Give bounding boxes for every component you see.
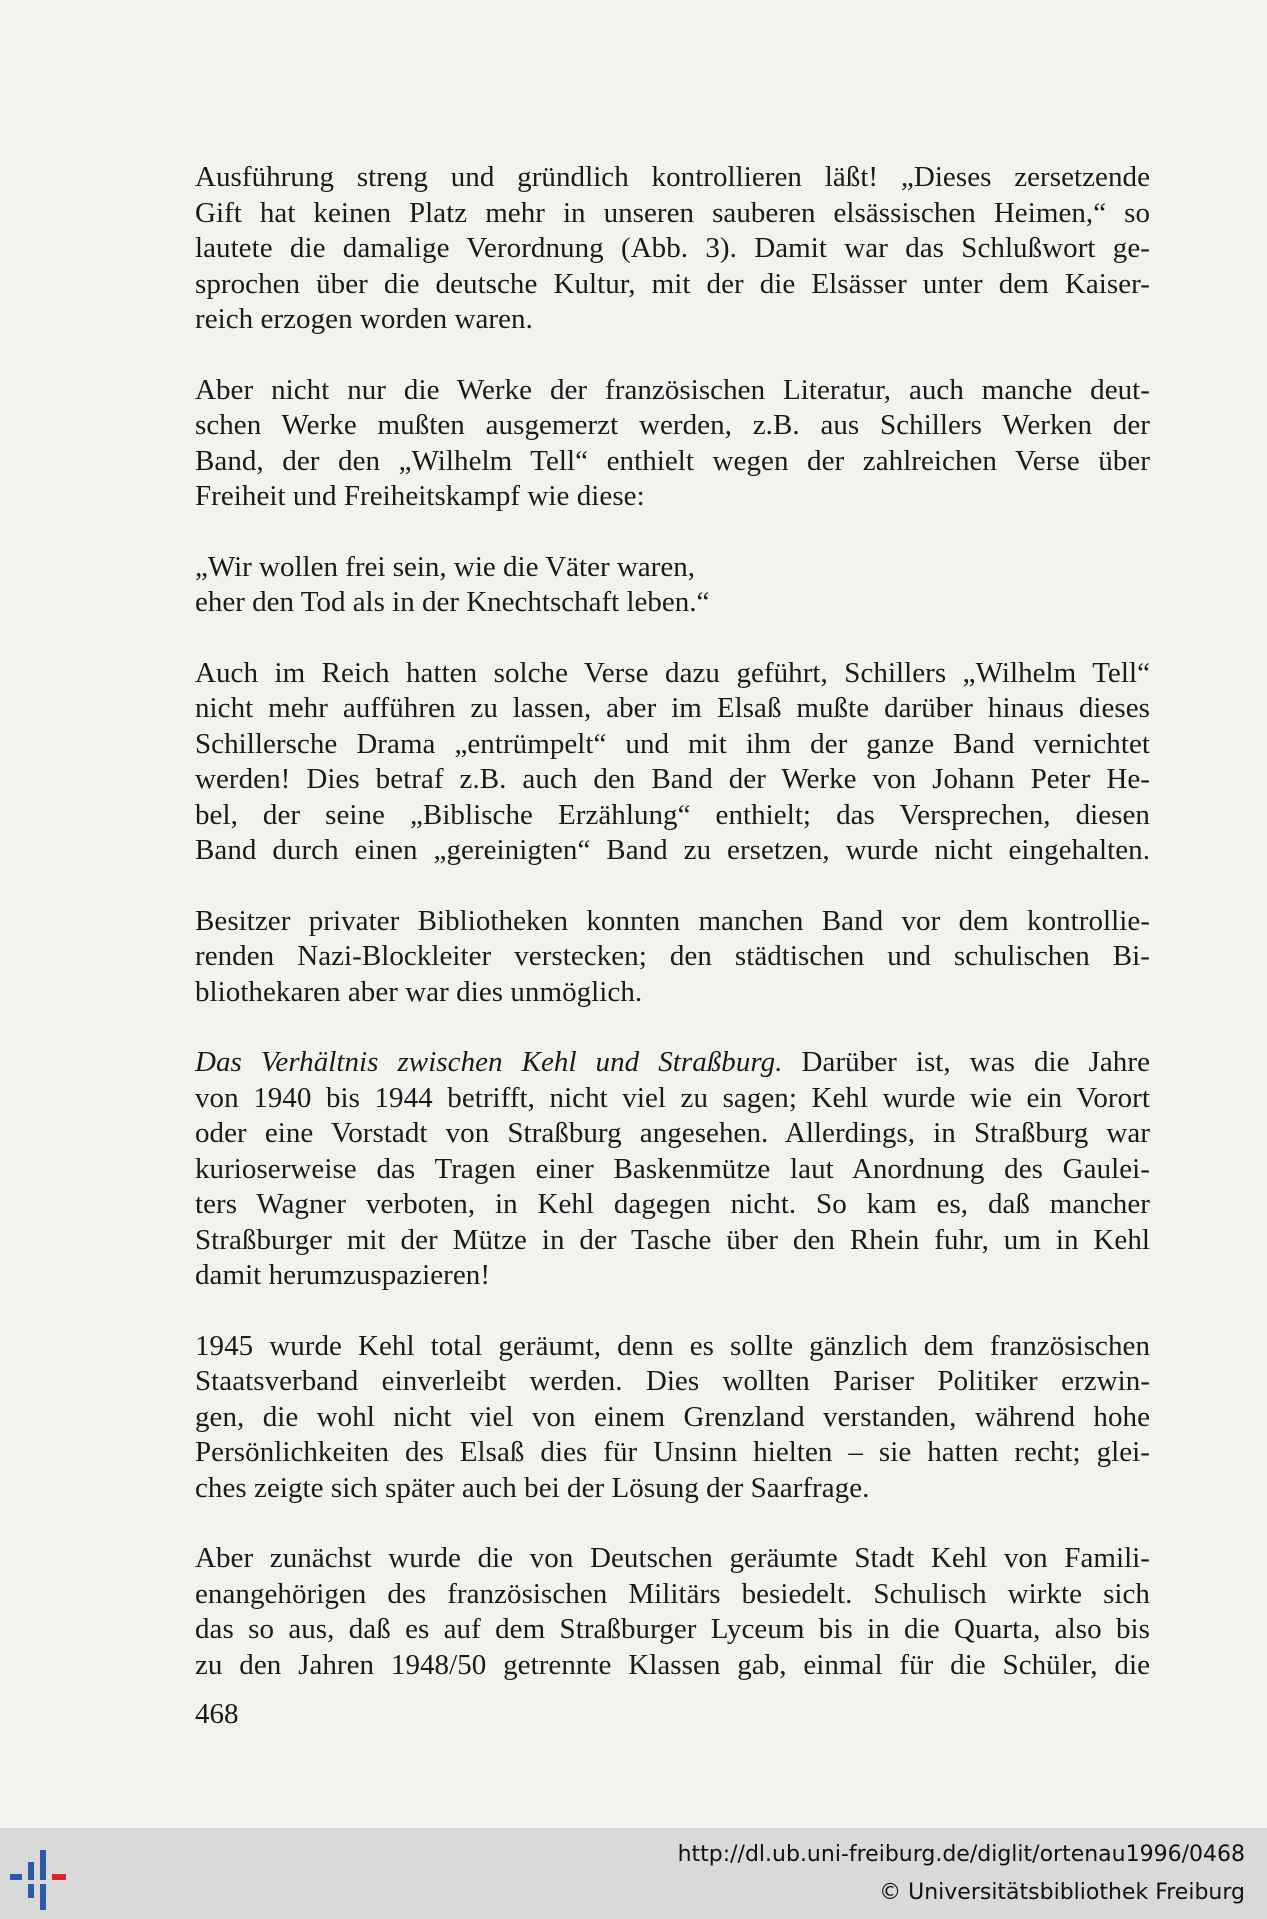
text-line: [195, 1045, 1150, 1081]
text-line: zu den Jahren 1948/50 getrennte Klassen gab, einmal für die Schüler, die: [195, 1648, 1150, 1681]
text-line: Band, der den „Wilhelm Tell“ enthielt wegen der zahlreichen Verse über: [195, 444, 1150, 477]
text-line: oder eine Vorstadt von Straßburg angesehen. Allerdings, in Straßburg war: [195, 1117, 1150, 1149]
text-line: Besitzer privater Bibliotheken konnten manchen Band vor dem kontrollie-: [195, 904, 1150, 937]
text-line: Aber zunächst wurde die von Deutschen geräumte Stadt Kehl von Famili-: [195, 1542, 1150, 1574]
text-line: schen Werke mußten ausgemerzt werden, z.B. aus Schillers Werken der: [195, 409, 1150, 441]
paragraph: [195, 373, 1150, 515]
text-line: Freiheit und Freiheitskampf wie diese:: [195, 480, 645, 512]
text-line: bel, der seine „Biblische Erzählung“ enthielt; das Versprechen, diesen: [195, 798, 1150, 831]
paragraph: [195, 1329, 1150, 1507]
kehl-strassburg-section: [195, 1045, 1150, 1294]
text-line: gen, die wohl nicht viel von einem Grenzland verstanden, während hohe: [195, 1400, 1150, 1433]
ub-freiburg-logo-icon: [10, 1850, 80, 1910]
text-line: 1945 wurde Kehl total geräumt, denn es sollte gänzlich dem französischen: [195, 1329, 1150, 1362]
text-line: renden Nazi-Blockleiter verstecken; den städtischen und schulischen Bi-: [195, 940, 1150, 972]
text-line: ches zeigte sich später auch bei der Lösung der Saarfrage.: [195, 1471, 870, 1504]
paragraph: [195, 904, 1150, 1011]
text-line: ters Wagner verboten, in Kehl dagegen nicht. So kam es, daß mancher: [195, 1188, 1150, 1220]
text-line: werden! Dies betraf z.B. auch den Band der Werke von Johann Peter He-: [195, 763, 1150, 795]
source-url[interactable]: http://dl.ub.uni-freiburg.de/diglit/ortenau1996/0468: [677, 1842, 1245, 1867]
text-line: Band durch einen „gereinigten“ Band zu ersetzen, wurde nicht eingehalten.: [195, 834, 1150, 866]
text-line: Auch im Reich hatten solche Verse dazu geführt, Schillers „Wilhelm Tell“: [195, 656, 1150, 689]
copyright-notice: © Universitätsbibliothek Freiburg: [879, 1880, 1245, 1905]
heading-line-rest: Darüber ist, was die Jahre: [782, 1046, 1150, 1078]
text-line: kurioserweise das Tragen einer Baskenmütze laut Anordnung des Gaulei-: [195, 1152, 1150, 1185]
text-line: Staatsverband einverleibt werden. Dies wollten Pariser Politiker erzwin-: [195, 1365, 1150, 1397]
text-line: enangehörigen des französischen Militärs besiedelt. Schulisch wirkte sich: [195, 1577, 1150, 1610]
schiller-quote: [195, 550, 1150, 621]
section-heading: Das Verhältnis zwischen Kehl und Straßburg.: [195, 1046, 783, 1078]
text-line: das so aus, daß es auf dem Straßburger Lyceum bis in die Quarta, also bis: [195, 1613, 1150, 1645]
text-line: von 1940 bis 1944 betrifft, nicht viel zu sagen; Kehl wurde wie ein Vorort: [195, 1081, 1150, 1114]
page-number: 468: [195, 1698, 239, 1730]
paragraph: [195, 160, 1150, 338]
paragraph: [195, 656, 1150, 869]
text-line: Schillersche Drama „entrümpelt“ und mit ihm der ganze Band vernichtet: [195, 727, 1150, 760]
quote-line: „Wir wollen frei sein, wie die Väter waren,: [195, 550, 695, 583]
text-line: lautete die damalige Verordnung (Abb. 3). Damit war das Schlußwort ge-: [195, 232, 1150, 264]
text-line: bliothekaren aber war dies unmöglich.: [195, 975, 643, 1008]
text-line: sprochen über die deutsche Kultur, mit der die Elsässer unter dem Kaiser-: [195, 267, 1150, 300]
text-line: reich erzogen worden waren.: [195, 303, 533, 335]
quote-line: eher den Tod als in der Knechtschaft leben.“: [195, 586, 710, 618]
text-line: Straßburger mit der Mütze in der Tasche über den Rhein fuhr, um in Kehl: [195, 1223, 1150, 1256]
viewer-footer: [0, 1828, 1267, 1919]
text-line: Gift hat keinen Platz mehr in unseren sauberen elsässischen Heimen,“ so: [195, 196, 1150, 229]
text-line: damit herumzuspazieren!: [195, 1259, 491, 1291]
body-text: [195, 160, 1150, 1718]
text-line: nicht mehr aufführen zu lassen, aber im Elsaß mußte darüber hinaus dieses: [195, 692, 1150, 724]
text-line: Aber nicht nur die Werke der französischen Literatur, auch manche deut-: [195, 373, 1150, 406]
paragraph: [195, 1541, 1150, 1683]
text-line: Persönlichkeiten des Elsaß dies für Unsinn hielten – sie hatten recht; glei-: [195, 1436, 1150, 1468]
text-line: Ausführung streng und gründlich kontrollieren läßt! „Dieses zersetzende: [195, 161, 1150, 193]
